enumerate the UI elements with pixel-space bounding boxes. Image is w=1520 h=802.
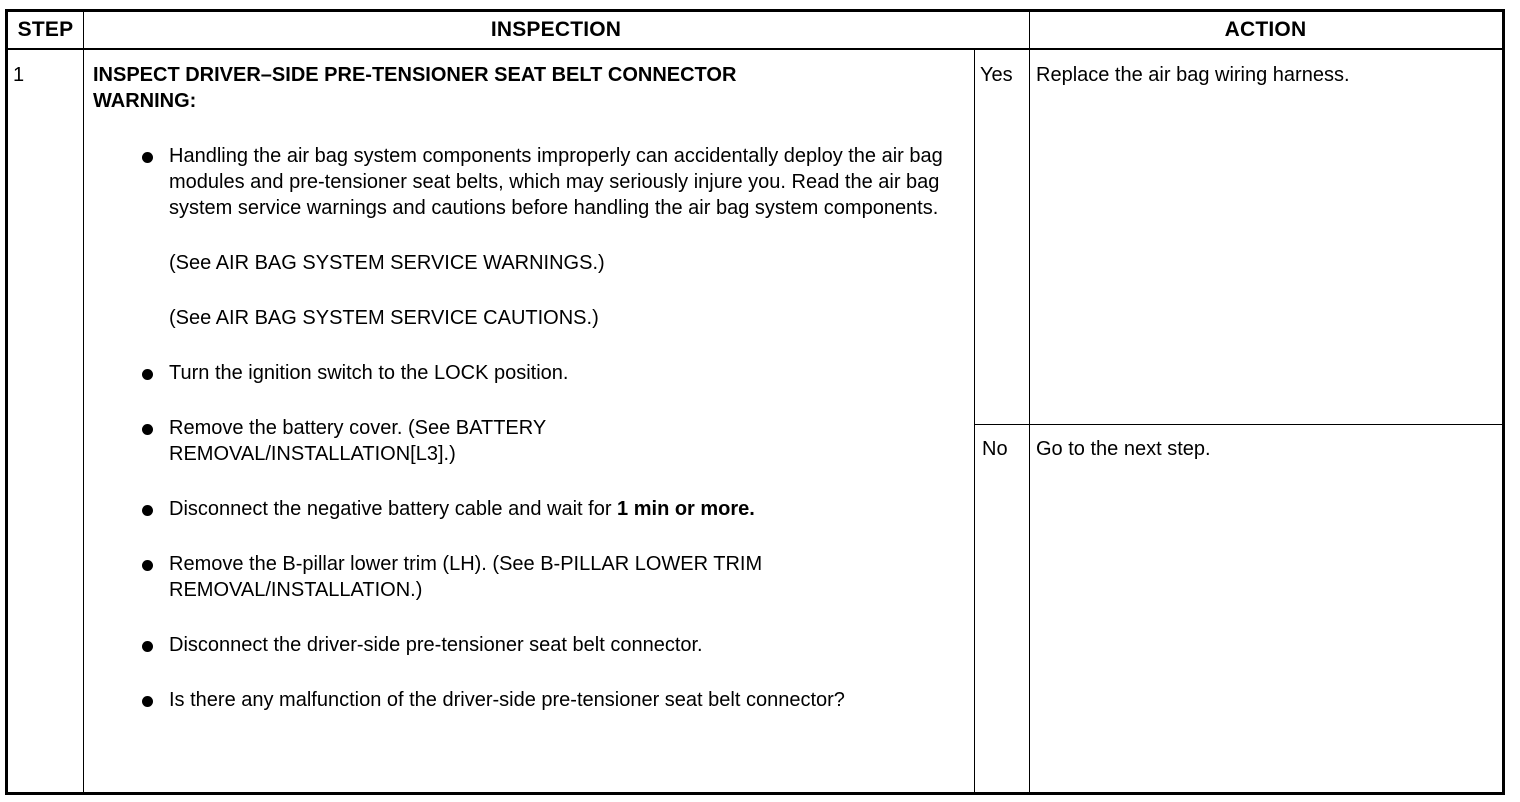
warning-heading: WARNING:: [93, 90, 197, 112]
inspection-column-header: INSPECTION: [83, 12, 1029, 50]
column-divider-step: [83, 12, 84, 792]
disconnect-cable-step-text: Disconnect the negative battery cable and wait for: [169, 498, 618, 520]
bullet-icon: [142, 152, 153, 163]
connector-step-text: Disconnect the driver-side pre-tensioner seat belt connector.: [169, 634, 703, 656]
no-label: No: [982, 438, 1008, 460]
bullet-icon: [142, 641, 153, 652]
ignition-step-text: Turn the ignition switch to the LOCK position.: [169, 362, 569, 384]
bullet-icon: [142, 696, 153, 707]
yes-action: Replace the air bag wiring harness.: [1036, 64, 1350, 86]
result-row-divider: [974, 424, 1502, 425]
see-warnings-reference: (See AIR BAG SYSTEM SERVICE WARNINGS.): [169, 252, 605, 274]
column-divider-action: [1029, 12, 1030, 792]
bullet-icon: [142, 560, 153, 571]
inspection-content: [93, 62, 973, 713]
list-item: [93, 496, 973, 522]
list-item: [93, 632, 973, 658]
bpillar-step-text: Remove the B-pillar lower trim (LH). (See B-PILLAR LOWER TRIM REMOVAL/INSTALLATION.): [169, 553, 763, 601]
action-column-header: ACTION: [1029, 12, 1502, 50]
bullet-icon: [142, 505, 153, 516]
procedure-table: [5, 9, 1505, 795]
step-number: 1: [13, 64, 25, 86]
list-item: [93, 551, 973, 603]
warning-text: Handling the air bag system components improperly can accidentally deploy the air bag modules and pre-tensioner seat belts, which may seriously injure you. Read the air bag system service warnings and cautions before handling the air bag system components.: [169, 145, 943, 219]
no-action: Go to the next step.: [1036, 438, 1211, 460]
inspection-steps-list: [93, 143, 973, 713]
yes-label: Yes: [980, 64, 1013, 86]
malfunction-question-text: Is there any malfunction of the driver-side pre-tensioner seat belt connector?: [169, 689, 845, 711]
battery-cover-step-text: Remove the battery cover. (See BATTERY REMOVAL/INSTALLATION[L3].): [169, 417, 546, 465]
column-divider-result: [974, 50, 975, 792]
list-item: [93, 143, 973, 221]
list-item: [93, 415, 973, 467]
wait-time-emphasis: 1 min or more.: [617, 498, 755, 520]
step-column-header: STEP: [8, 12, 83, 50]
bullet-icon: [142, 424, 153, 435]
inspection-title: INSPECT DRIVER–SIDE PRE-TENSIONER SEAT BELT CONNECTOR: [93, 64, 737, 86]
see-cautions-reference: (See AIR BAG SYSTEM SERVICE CAUTIONS.): [169, 307, 599, 329]
bullet-icon: [142, 369, 153, 380]
list-item: [93, 687, 973, 713]
list-item: [93, 360, 973, 386]
